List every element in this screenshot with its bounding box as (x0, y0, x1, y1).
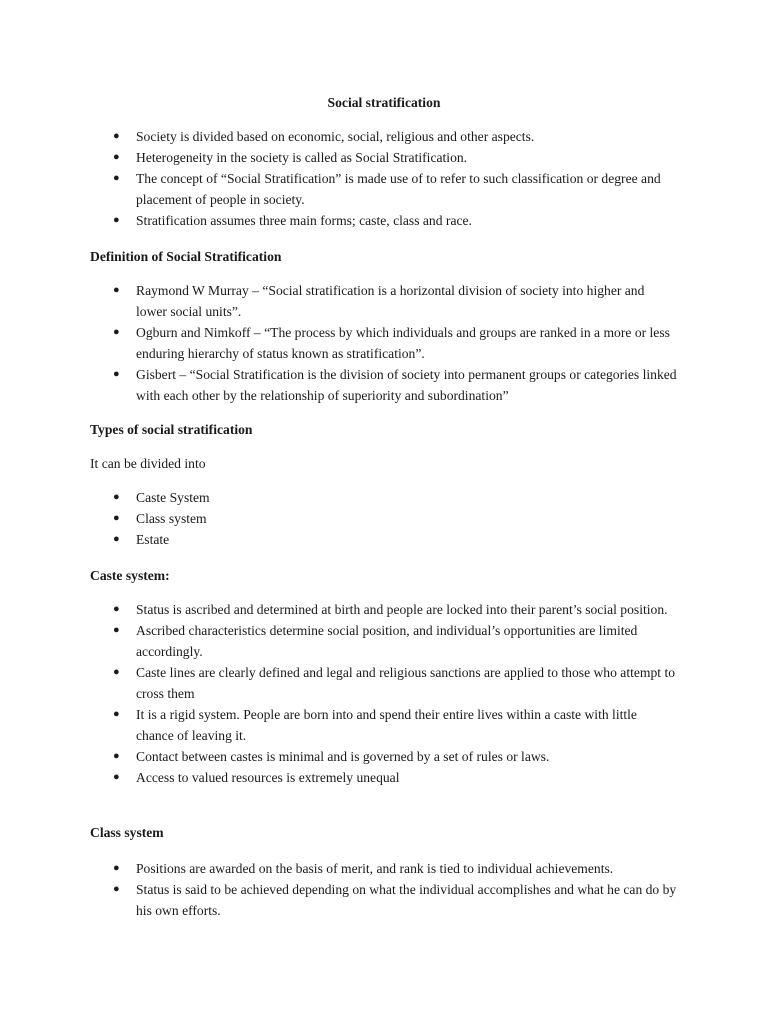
bullet-icon: ● (113, 750, 120, 762)
caste-heading: Caste system: (90, 568, 170, 583)
class-list (0, 858, 768, 921)
types-intro: It can be divided into (90, 456, 206, 471)
bullet-icon: ● (113, 284, 120, 296)
bullet-icon: ● (113, 172, 120, 184)
list-item: ● Gisbert – “Social Stratification is the division of society into permanent groups or categories linked with each other by the relationship of superiority and subordination” (0, 364, 768, 406)
bullet-icon: ● (113, 624, 120, 636)
bullet-icon: ● (113, 708, 120, 720)
list-item: ● Class system (0, 508, 768, 529)
bullet-icon: ● (113, 491, 120, 503)
list-item: ● Caste System (0, 487, 768, 508)
list-item: ● Ascribed characteristics determine social position, and individual’s opportunities are limited accordingly. (0, 620, 768, 662)
bullet-icon: ● (113, 533, 120, 545)
bullet-icon: ● (113, 512, 120, 524)
bullet-icon: ● (113, 603, 120, 615)
bullet-icon: ● (113, 130, 120, 142)
list-item: ● Positions are awarded on the basis of merit, and rank is tied to individual achievements. (0, 858, 768, 879)
bullet-icon: ● (113, 862, 120, 874)
list-item: ● Status is ascribed and determined at birth and people are locked into their parent’s social position. (0, 599, 768, 620)
intro-list (0, 126, 768, 231)
bullet-icon: ● (113, 666, 120, 678)
list-item: ● It is a rigid system. People are born into and spend their entire lives within a caste with little chance of leaving it. (0, 704, 768, 746)
list-item: ● Ogburn and Nimkoff – “The process by which individuals and groups are ranked in a more or less enduring hierarchy of status known as stratification”. (0, 322, 768, 364)
bullet-icon: ● (113, 883, 120, 895)
bullet-icon: ● (113, 214, 120, 226)
list-item: ● Contact between castes is minimal and is governed by a set of rules or laws. (0, 746, 768, 767)
types-heading: Types of social stratification (90, 422, 253, 437)
types-list (0, 487, 768, 550)
page-title: Social stratification (327, 95, 441, 110)
list-item: ● The concept of “Social Stratification” is made use of to refer to such classification or degree and placement of people in society. (0, 168, 768, 210)
list-item: ● Estate (0, 529, 768, 550)
list-item: ● Society is divided based on economic, social, religious and other aspects. (0, 126, 768, 147)
list-item: ● Status is said to be achieved depending on what the individual accomplishes and what he can do by his own efforts. (0, 879, 768, 921)
caste-list (0, 599, 768, 788)
list-item: ● Stratification assumes three main forms; caste, class and race. (0, 210, 768, 231)
bullet-icon: ● (113, 151, 120, 163)
list-item: ● Access to valued resources is extremely unequal (0, 767, 768, 788)
list-item: ● Raymond W Murray – “Social stratification is a horizontal division of society into higher and lower social units”. (0, 280, 768, 322)
bullet-icon: ● (113, 771, 120, 783)
list-item: ● Caste lines are clearly defined and legal and religious sanctions are applied to those who attempt to cross them (0, 662, 768, 704)
bullet-icon: ● (113, 326, 120, 338)
class-heading: Class system (90, 825, 164, 840)
list-item: ● Heterogeneity in the society is called as Social Stratification. (0, 147, 768, 168)
bullet-icon: ● (113, 368, 120, 380)
definition-heading: Definition of Social Stratification (90, 249, 282, 264)
definition-list (0, 280, 768, 406)
